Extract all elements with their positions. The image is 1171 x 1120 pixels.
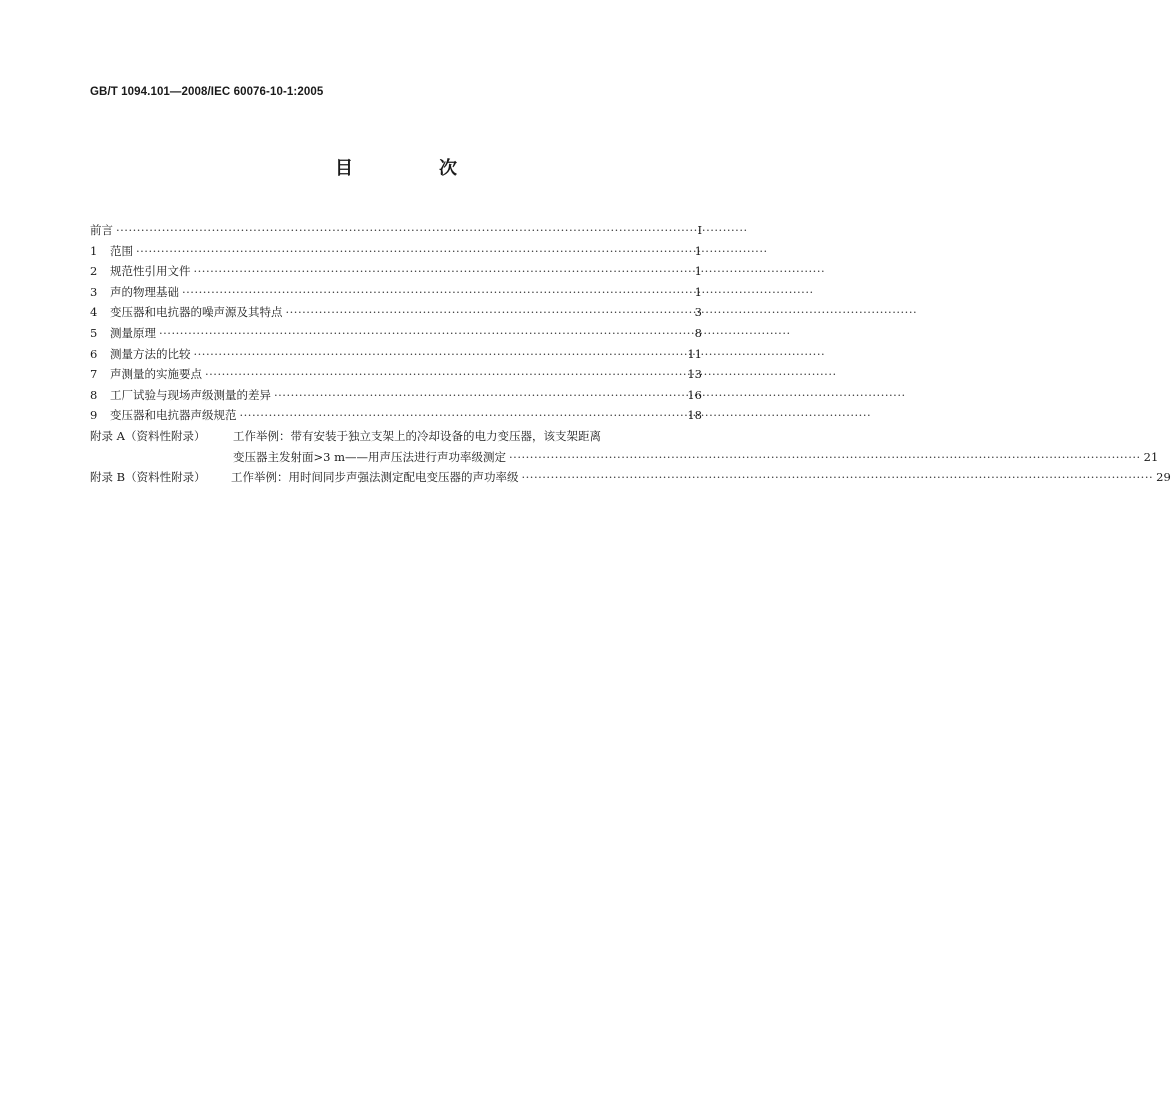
toc-entry-1[interactable] <box>90 241 702 262</box>
dot-leader <box>116 220 691 241</box>
dot-leader <box>205 364 684 385</box>
appendix-body <box>231 467 1171 488</box>
toc-entry-4[interactable] <box>90 302 702 323</box>
appendix-title-text: 变压器主发射面>3 m——用声压法进行声功率级测定 <box>233 449 507 464</box>
toc-page-number: Ⅰ <box>697 223 702 237</box>
page-title: 目 次 <box>335 158 491 179</box>
toc-entry-text: 变压器和电抗器的噪声源及其特点 <box>110 305 283 320</box>
toc-entry-6[interactable] <box>90 344 702 365</box>
toc-entry-number: 7 <box>90 367 98 382</box>
toc-entry-9[interactable] <box>90 405 702 426</box>
dot-leader <box>136 241 691 262</box>
toc-entry-number: 4 <box>90 305 98 320</box>
toc-entry-number: 8 <box>90 387 98 402</box>
toc-page-number: 13 <box>687 367 702 382</box>
toc-entry-5[interactable] <box>90 323 702 344</box>
toc-entry-7[interactable] <box>90 364 702 385</box>
toc-entry-text: 范围 <box>110 243 133 258</box>
toc-entry-2[interactable] <box>90 261 702 282</box>
toc-page-number: 21 <box>1143 449 1159 464</box>
appendix-title-line-2 <box>233 447 1158 468</box>
dot-leader <box>159 323 691 344</box>
toc-entry-text: 规范性引用文件 <box>110 264 191 279</box>
toc-page-number: 11 <box>687 346 702 361</box>
appendix-body <box>233 426 1158 467</box>
appendix-title-text: 工作举例：用时间同步声强法测定配电变压器的声功率级 <box>231 470 519 485</box>
toc-entry-3[interactable] <box>90 282 702 303</box>
toc-page-number: 1 <box>694 243 702 258</box>
appendix-title-line-1 <box>231 467 1171 488</box>
dot-leader <box>194 344 685 365</box>
toc-page-number: 8 <box>694 325 702 340</box>
toc-entry-appendix-a[interactable] <box>90 426 1159 467</box>
toc-entry-text: 测量方法的比较 <box>110 346 191 361</box>
toc-page-number: 3 <box>694 305 702 320</box>
toc-entry-8[interactable] <box>90 385 702 406</box>
toc-entry-text: 变压器和电抗器声级规范 <box>110 408 237 423</box>
dot-leader <box>509 447 1141 468</box>
toc-entry-text: 声的物理基础 <box>110 284 179 299</box>
standard-number: GB/T 1094.101—2008/IEC 60076-10-1:2005 <box>90 86 324 98</box>
table-of-contents <box>90 220 1171 488</box>
dot-leader <box>182 282 691 303</box>
toc-entry-text: 前言 <box>90 223 113 237</box>
toc-entry-text: 工厂试验与现场声级测量的差异 <box>110 387 271 402</box>
toc-entry-number: 9 <box>90 408 98 423</box>
toc-entry-number: 5 <box>90 325 98 340</box>
toc-page-number: 16 <box>687 387 702 402</box>
dot-leader <box>522 467 1154 488</box>
toc-entry-number: 3 <box>90 284 98 299</box>
toc-entry-appendix-b[interactable] <box>90 467 1171 488</box>
toc-entry-text: 声测量的实施要点 <box>110 367 202 382</box>
dot-leader <box>194 261 692 282</box>
dot-leader <box>240 405 685 426</box>
toc-page-number: 18 <box>687 408 702 423</box>
toc-entry-number: 1 <box>90 243 98 258</box>
appendix-label: 附录 A（资料性附录） <box>90 428 206 443</box>
appendix-label: 附录 B（资料性附录） <box>90 470 206 485</box>
dot-leader <box>274 385 684 406</box>
toc-entry-text: 测量原理 <box>110 325 156 340</box>
toc-page-number: 1 <box>694 284 702 299</box>
appendix-title-line-1: 工作举例：带有安装于独立支架上的冷却设备的电力变压器，该支架距离 <box>233 428 601 443</box>
toc-page-number: 1 <box>694 264 702 279</box>
toc-entry-foreword[interactable] <box>90 220 702 241</box>
toc-entry-number: 6 <box>90 346 98 361</box>
toc-page-number: 29 <box>1156 470 1171 485</box>
toc-entry-number: 2 <box>90 264 98 279</box>
dot-leader <box>286 302 692 323</box>
